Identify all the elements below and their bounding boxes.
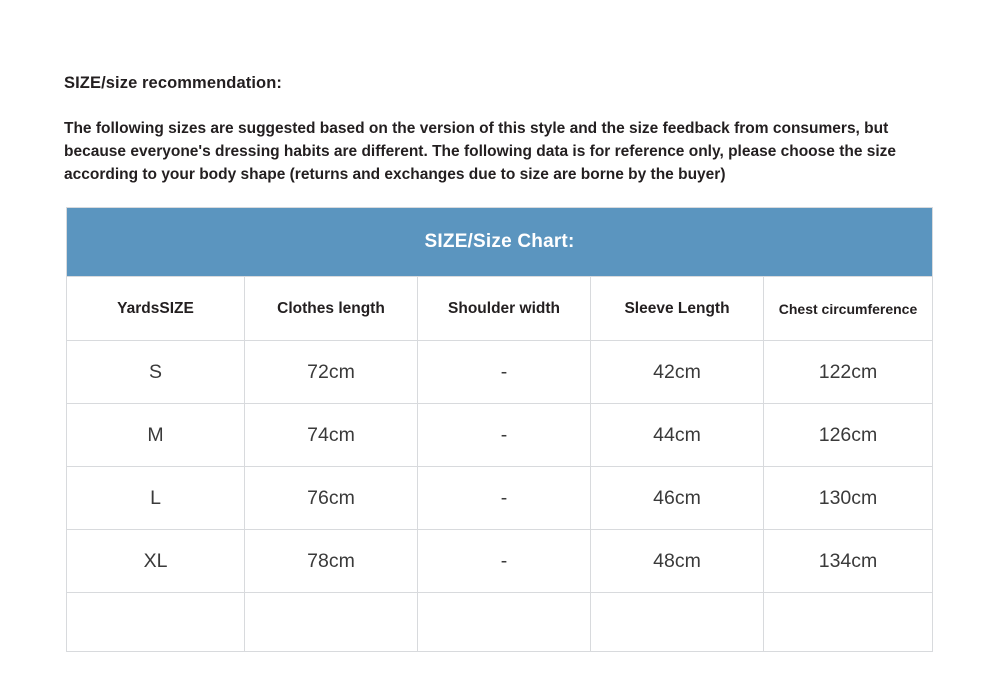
- cell-clothes-length: 72cm: [245, 341, 418, 404]
- cell-sleeve-length: 42cm: [591, 341, 764, 404]
- column-header-yards-size: YardsSIZE: [67, 277, 245, 341]
- cell-shoulder-width: [418, 593, 591, 652]
- cell-shoulder-width: -: [418, 404, 591, 467]
- cell-chest-circumference: 122cm: [764, 341, 933, 404]
- cell-sleeve-length: 48cm: [591, 530, 764, 593]
- column-header-sleeve-length: Sleeve Length: [591, 277, 764, 341]
- cell-clothes-length: 74cm: [245, 404, 418, 467]
- table-row: [67, 530, 933, 593]
- cell-size: S: [67, 341, 245, 404]
- column-header-shoulder-width: Shoulder width: [418, 277, 591, 341]
- cell-shoulder-width: -: [418, 467, 591, 530]
- cell-chest-circumference: 126cm: [764, 404, 933, 467]
- cell-chest-circumference: 134cm: [764, 530, 933, 593]
- size-chart-table: [66, 207, 933, 652]
- table-row-empty: [67, 593, 933, 652]
- cell-size: [67, 593, 245, 652]
- cell-size: XL: [67, 530, 245, 593]
- cell-clothes-length: 76cm: [245, 467, 418, 530]
- column-header-clothes-length: Clothes length: [245, 277, 418, 341]
- cell-sleeve-length: [591, 593, 764, 652]
- table-title-row: [67, 208, 933, 277]
- intro-paragraph: The following sizes are suggested based on the version of this style and the size feedback from consumers, but because everyone's dressing habits are different. The following data is for reference only, please choose the size according to your body shape (returns and exchanges due to size are borne by the buyer): [64, 120, 897, 183]
- chart-title: SIZE/Size Chart:: [67, 208, 933, 277]
- table-row: [67, 404, 933, 467]
- cell-size: M: [67, 404, 245, 467]
- page-title: SIZE/size recommendation:: [64, 74, 282, 92]
- cell-shoulder-width: -: [418, 341, 591, 404]
- table-header-row: [67, 277, 933, 341]
- cell-sleeve-length: 44cm: [591, 404, 764, 467]
- column-header-chest-circumference: Chest circumference: [764, 277, 933, 341]
- cell-clothes-length: 78cm: [245, 530, 418, 593]
- table-row: [67, 341, 933, 404]
- cell-sleeve-length: 46cm: [591, 467, 764, 530]
- cell-clothes-length: [245, 593, 418, 652]
- size-chart-table-wrapper: [66, 207, 932, 652]
- cell-chest-circumference: 130cm: [764, 467, 933, 530]
- table-row: [67, 467, 933, 530]
- cell-size: L: [67, 467, 245, 530]
- cell-shoulder-width: -: [418, 530, 591, 593]
- cell-chest-circumference: [764, 593, 933, 652]
